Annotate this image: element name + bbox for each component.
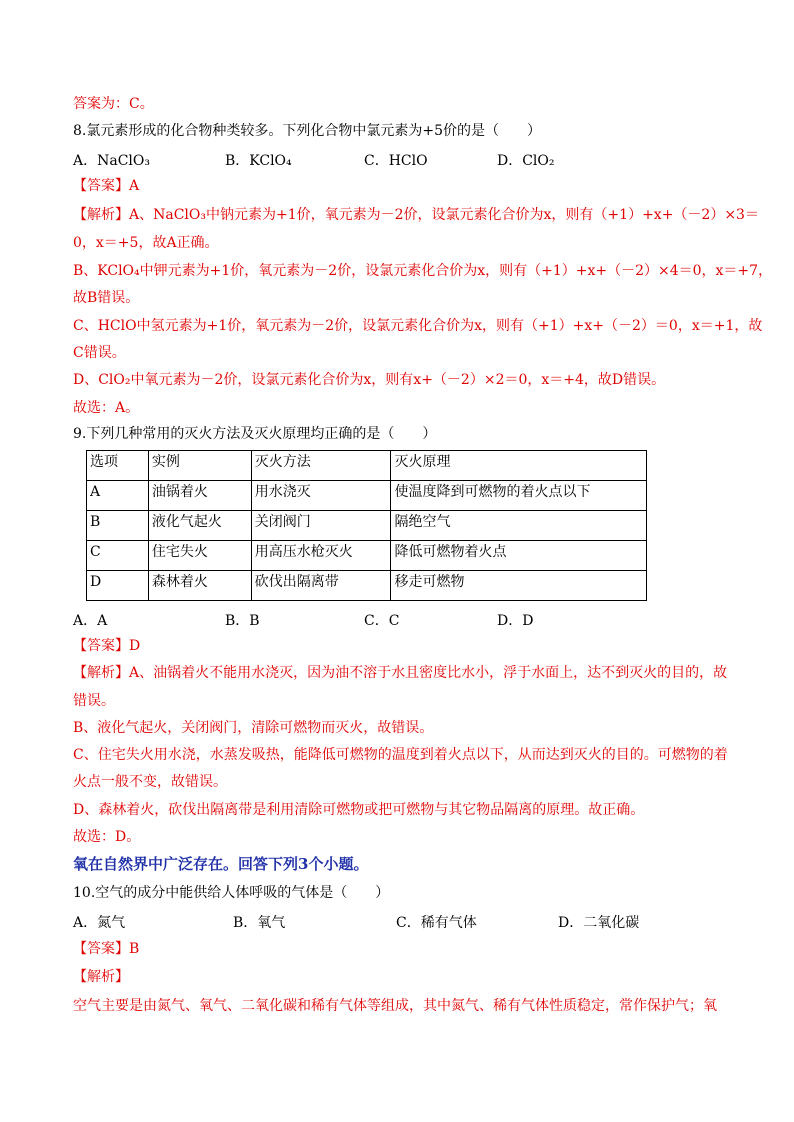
- q10-analysis-line: 空气主要是由氮气、氧气、二氧化碳和稀有气体等组成，其中氮气、稀有气体性质稳定，常作保护气；氧: [73, 998, 717, 1014]
- table-cell: 住宅失火: [148, 541, 251, 571]
- section-heading: 氧在自然界中广泛存在。回答下列3个小题。: [73, 855, 369, 873]
- q8-analysis-line: 【解析】A、NaClO₃中钠元素为+1价，氧元素为－2价，设氯元素化合价为x，则有（+1）+x+（－2）×3＝: [73, 207, 759, 223]
- q9-analysis-line: 错误。: [73, 693, 115, 709]
- q8-analysis-line: C错误。: [73, 345, 126, 361]
- table-cell: D: [87, 571, 149, 601]
- q10-option-a: A．氮气: [73, 915, 126, 931]
- q8-analysis-line: 故选：A。: [73, 400, 140, 416]
- q9-analysis-line: B、液化气起火，关闭阀门，清除可燃物而灭火，故错误。: [73, 720, 434, 736]
- table-header-cell: 灭火原理: [391, 451, 647, 481]
- q9-answer: 【答案】D: [73, 638, 141, 654]
- q9-analysis-line: D、森林着火，砍伐出隔离带是利用清除可燃物或把可燃物与其它物品隔离的原理。故正确。: [73, 802, 645, 818]
- table-cell: 森林着火: [148, 571, 251, 601]
- q8-analysis-line: B、KClO₄中钾元素为+1价，氧元素为－2价，设氯元素化合价为x，则有（+1）+x+（－2）×4＝0，x＝+7，: [73, 263, 773, 279]
- table-row: [87, 541, 647, 571]
- q10-analysis-label: 【解析】: [73, 969, 129, 985]
- table-cell: 用水浇灭: [251, 481, 391, 511]
- table-header-cell: 灭火方法: [251, 451, 391, 481]
- table-cell: B: [87, 511, 149, 541]
- q10-answer: 【答案】B: [73, 941, 140, 957]
- table-header-cell: 实例: [148, 451, 251, 481]
- table-cell: 降低可燃物着火点: [391, 541, 647, 571]
- q9-analysis-line: 【解析】A、油锅着火不能用水浇灭，因为油不溶于水且密度比水小，浮于水面上，达不到灭火的目的，故: [73, 665, 728, 681]
- q10-option-d: D．二氧化碳: [558, 915, 640, 931]
- q9-analysis-line: 故选：D。: [73, 829, 141, 845]
- table-cell: A: [87, 481, 149, 511]
- q10-option-c: C．稀有气体: [396, 915, 477, 931]
- q8-analysis-line: D、ClO₂中氧元素为－2价，设氯元素化合价为x，则有x+（－2）×2＝0，x＝+4，故D错误。: [73, 372, 666, 388]
- table-row: [87, 511, 647, 541]
- table-cell: C: [87, 541, 149, 571]
- q8-option-b: B．KClO₄: [225, 153, 292, 169]
- q9-table: [86, 450, 647, 601]
- table-cell: 使温度降到可燃物的着火点以下: [391, 481, 647, 511]
- q7-answer-tail: 答案为：C。: [73, 96, 154, 112]
- q8-option-c: C．HClO: [364, 153, 428, 169]
- table-cell: 移走可燃物: [391, 571, 647, 601]
- table-cell: 关闭阀门: [251, 511, 391, 541]
- q9-option-a: A．A: [73, 613, 108, 629]
- q10-stem: 10.空气的成分中能供给人体呼吸的气体是（ ）: [73, 885, 390, 901]
- q8-analysis-line: C、HClO中氢元素为+1价，氧元素为－2价，设氯元素化合价为x，则有（+1）+x+（－2）＝0，x＝+1，故: [73, 318, 763, 334]
- q10-option-b: B．氧气: [233, 915, 286, 931]
- q8-analysis-line: 故B错误。: [73, 290, 140, 306]
- table-cell: 用高压水枪灭火: [251, 541, 391, 571]
- table-cell: 液化气起火: [148, 511, 251, 541]
- q8-answer: 【答案】A: [73, 178, 140, 194]
- q8-option-d: D．ClO₂: [497, 153, 555, 169]
- table-header-cell: 选项: [87, 451, 149, 481]
- table-cell: 隔绝空气: [391, 511, 647, 541]
- q8-analysis-line: 0，x＝+5，故A正确。: [73, 235, 219, 251]
- q9-analysis-line: 火点一般不变，故错误。: [73, 774, 227, 790]
- table-cell: 砍伐出隔离带: [251, 571, 391, 601]
- table-cell: 油锅着火: [148, 481, 251, 511]
- q8-stem: 8.氯元素形成的化合物种类较多。下列化合物中氯元素为+5价的是（ ）: [73, 123, 541, 139]
- q9-stem: 9.下列几种常用的灭火方法及灭火原理均正确的是（ ）: [73, 426, 437, 442]
- q8-option-a: A．NaClO₃: [73, 153, 150, 169]
- q9-option-d: D．D: [497, 613, 534, 629]
- q9-option-b: B．B: [225, 613, 260, 629]
- q9-analysis-line: C、住宅失火用水浇，水蒸发吸热，能降低可燃物的温度到着火点以下，从而达到灭火的目的。可燃物的着: [73, 747, 728, 763]
- table-header-row: [87, 451, 647, 481]
- table-row: [87, 481, 647, 511]
- q9-option-c: C．C: [364, 613, 400, 629]
- table-row: [87, 571, 647, 601]
